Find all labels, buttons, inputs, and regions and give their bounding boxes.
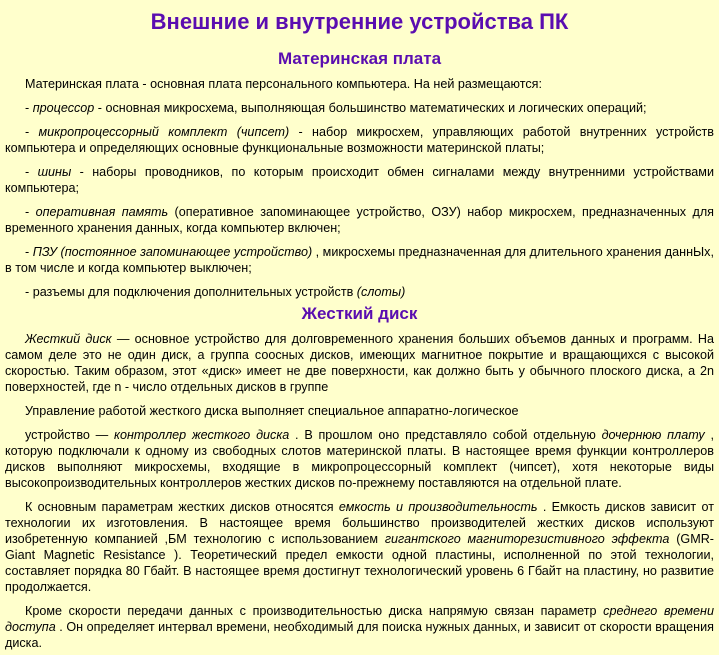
list-item-rom — [5, 244, 714, 276]
text: . Он определяет интервал времени, необходимый для поиска нужных данных, и зависит от скорости вращения диска. — [5, 620, 714, 650]
dash: - — [25, 101, 33, 115]
term: Жесткий диск — [25, 332, 112, 346]
list-item-chipset — [5, 124, 714, 156]
term: ПЗУ (постоянное запоминающее устройство) — [32, 245, 313, 259]
list-item-buses — [5, 164, 714, 196]
term: процессор — [32, 101, 95, 115]
text: - основная микросхема, выполняющая большинство математических и логических операций; — [94, 101, 647, 115]
text: , микросхемы предназначенная для длительного хранения даннЫх, в том числе и когда компьютер выключен; — [5, 245, 714, 275]
text: - разъемы для подключения дополнительных устройств — [25, 285, 357, 299]
paragraph-hdd-definition — [5, 331, 714, 395]
paragraph-hdd-capacity — [5, 499, 714, 595]
text: устройство — — [25, 428, 115, 442]
page-title: Внешние и внутренние устройства ПК — [150, 9, 569, 34]
text: (оперативное запоминающее устройство, ОЗУ) набор микросхем, предназначенных для временного хранения данных, когда компьютер включен; — [5, 205, 714, 235]
term: емкость и производительность — [338, 500, 538, 514]
dash: - — [25, 165, 38, 179]
section-heading-hard-disk: Жесткий диск — [301, 304, 418, 323]
term: контроллер жесткого диска — [114, 428, 290, 442]
list-item-slots — [5, 284, 714, 300]
text: - наборы проводников, по которым происходит обмен сигналами между внутренними устройствами компьютера; — [5, 165, 714, 195]
text: . Емкость дисков зависит от технологии их изготовления. В настоящее время большинство производителей жестких дисков используют изобретенную компанией ,БМ технологию с использованием — [5, 500, 714, 546]
list-item-cpu — [5, 100, 714, 116]
text: Кроме скорости передачи данных с производительностью диска напрямую связан параметр — [25, 604, 604, 618]
text: К основным параметрам жестких дисков относятся — [25, 500, 339, 514]
dash: - — [25, 205, 36, 219]
text: , которую подключали к одному из свободных слотов материнской платы. В настоящее время функции контроллеров дисков выполняют микросхемы, входящие в микропроцессорный комплект (чипсет), хотя некоторые виды высокопроизводительных контроллеров жестких дисков по-прежнему поставляются на отдельной плате. — [5, 428, 714, 490]
text: - набор микросхем, управляющих работой внутренних устройств компьютера и определяющих основные функциональные возможности материнской платы; — [5, 125, 714, 155]
section-heading-motherboard: Материнская плата — [277, 49, 442, 68]
term: дочернюю плату — [601, 428, 705, 442]
paragraph-hdd-controller — [5, 427, 714, 491]
term: шины — [37, 165, 72, 179]
text: (GMR-Giant Magnetic Resistance ). Теоретический предел емкости одной пластины, исполненной по этой технологии, составляет порядка 80 Гбайт. В настоящее время достигнут технологический уровень 6 Гбайт на пластину, но развитие продолжается. — [5, 532, 714, 594]
paragraph-hdd-access-time — [5, 603, 714, 651]
dash: - — [25, 245, 33, 259]
term: микропроцессорный комплект (чипсет) — [38, 125, 290, 139]
dash: - — [25, 125, 39, 139]
paragraph-mb-intro: Материнская плата - основная плата персонального компьютера. На ней размещаются: — [25, 77, 542, 91]
text: — основное устройство для долговременного хранения больших объемов данных и программ. На самом деле это не один диск, а группа соосных дисков, имеющих магнитное покрытие и вращающихся с высокой скоростью. Таким образом, этот «диск» имеет не две поверхности, как должно быть у обычного плоского диска, а 2n поверхностей, где n - число отдельных дисков в группе — [5, 332, 714, 394]
term: оперативная память — [35, 205, 169, 219]
list-item-ram — [5, 204, 714, 236]
term: гигантского магниторезистивного эффекта — [384, 532, 670, 546]
text: . В прошлом оно представляло собой отдельную — [289, 428, 602, 442]
term: среднего времени доступа — [5, 604, 714, 634]
paragraph-hdd-control: Управление работой жесткого диска выполняет специальное аппаратно-логическое — [25, 404, 519, 418]
term: (слоты) — [356, 285, 406, 299]
